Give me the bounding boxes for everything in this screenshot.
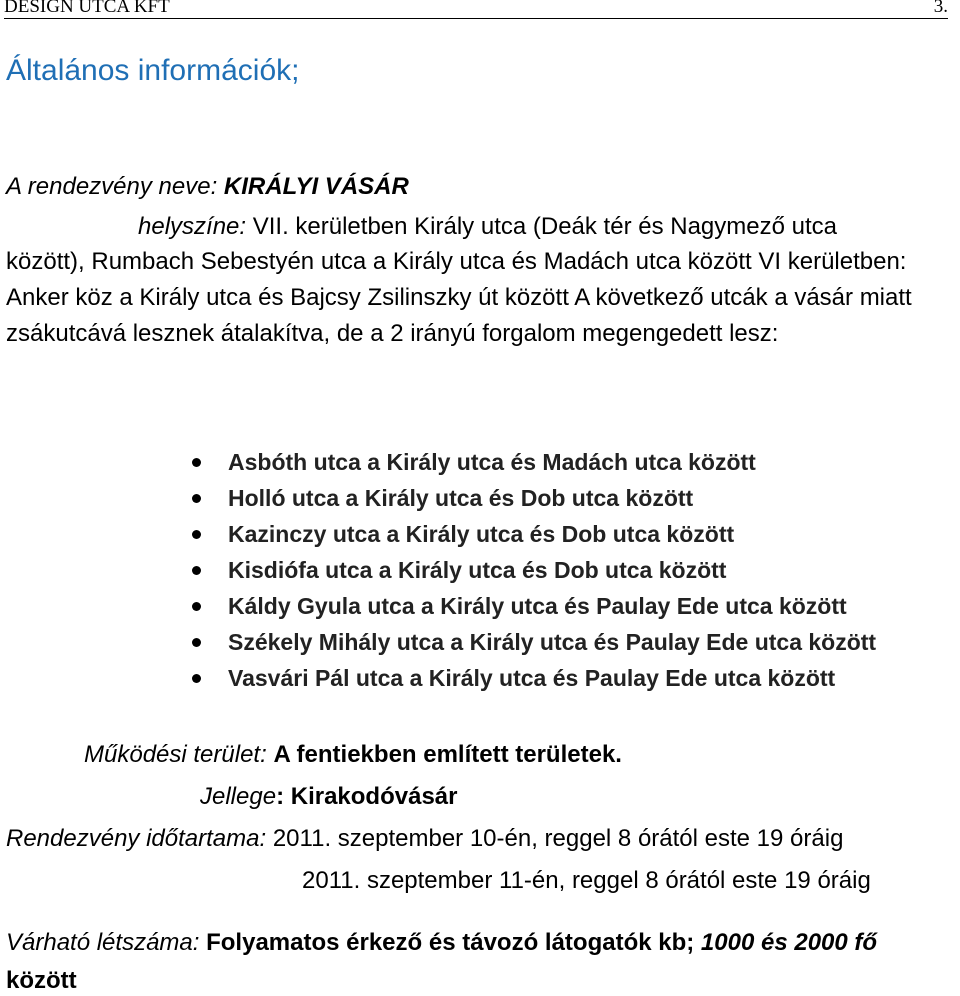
location-first-text: VII. kerületben Király utca (Deák tér és Nagymező utca [252,213,837,240]
event-name-label: A rendezvény neve: [6,173,218,200]
expected-row [6,928,877,958]
type-colon: : [276,783,285,810]
location-label: helyszíne: [138,213,247,240]
duration-label: Rendezvény időtartama: [6,825,267,852]
duration-line1: 2011. szeptember 10-én, reggel 8 órától este 19 óráig [272,825,844,852]
duration-row [6,824,843,854]
expected-range: 1000 és 2000 fő [700,929,878,956]
event-name-row [6,172,409,202]
page-header [4,0,948,19]
location-paragraph: között), Rumbach Sebestyén utca a Király utca és Madách utca között VI kerületben: Anker köz a Király utca és Bajcsy Zsilinszky út között A következő utcák a vásár miatt zsákutcává lesznek átalakítva, de a 2 irányú forgalom megengedett lesz: [6,248,912,347]
type-value: Kirakodóvásár [290,783,458,810]
event-name-value: KIRÁLYI VÁSÁR [223,173,409,200]
expected-label: Várható létszáma: [6,929,200,956]
list-item: Asbóth utca a Király utca és Madách utca között [190,444,876,480]
operating-area-row [84,740,622,770]
section-title: Általános információk; [6,54,300,87]
operating-area-value: A fentiekben említett területek. [273,741,622,768]
type-row [200,782,457,812]
expected-value: Folyamatos érkező és távozó látogatók kb; [206,929,695,956]
duration-line2: 2011. szeptember 11-én, reggel 8 órától este 19 óráig [302,867,871,894]
list-item: Kazinczy utca a Király utca és Dob utca között [190,516,876,552]
location-first-line [138,212,837,242]
expected-tail: között [6,967,77,994]
list-item: Vasvári Pál utca a Király utca és Paulay Ede utca között [190,660,876,696]
company-name: DESIGN UTCA KFT [4,0,170,17]
page-number: 3. [933,0,948,17]
list-item: Kisdiófa utca a Király utca és Dob utca között [190,552,876,588]
list-item: Székely Mihály utca a Király utca és Paulay Ede utca között [190,624,876,660]
type-label: Jellege [200,783,277,810]
list-item: Káldy Gyula utca a Király utca és Paulay Ede utca között [190,588,876,624]
operating-area-label: Működési terület: [84,741,267,768]
list-item: Holló utca a Király utca és Dob utca között [190,480,876,516]
street-list [190,444,876,696]
